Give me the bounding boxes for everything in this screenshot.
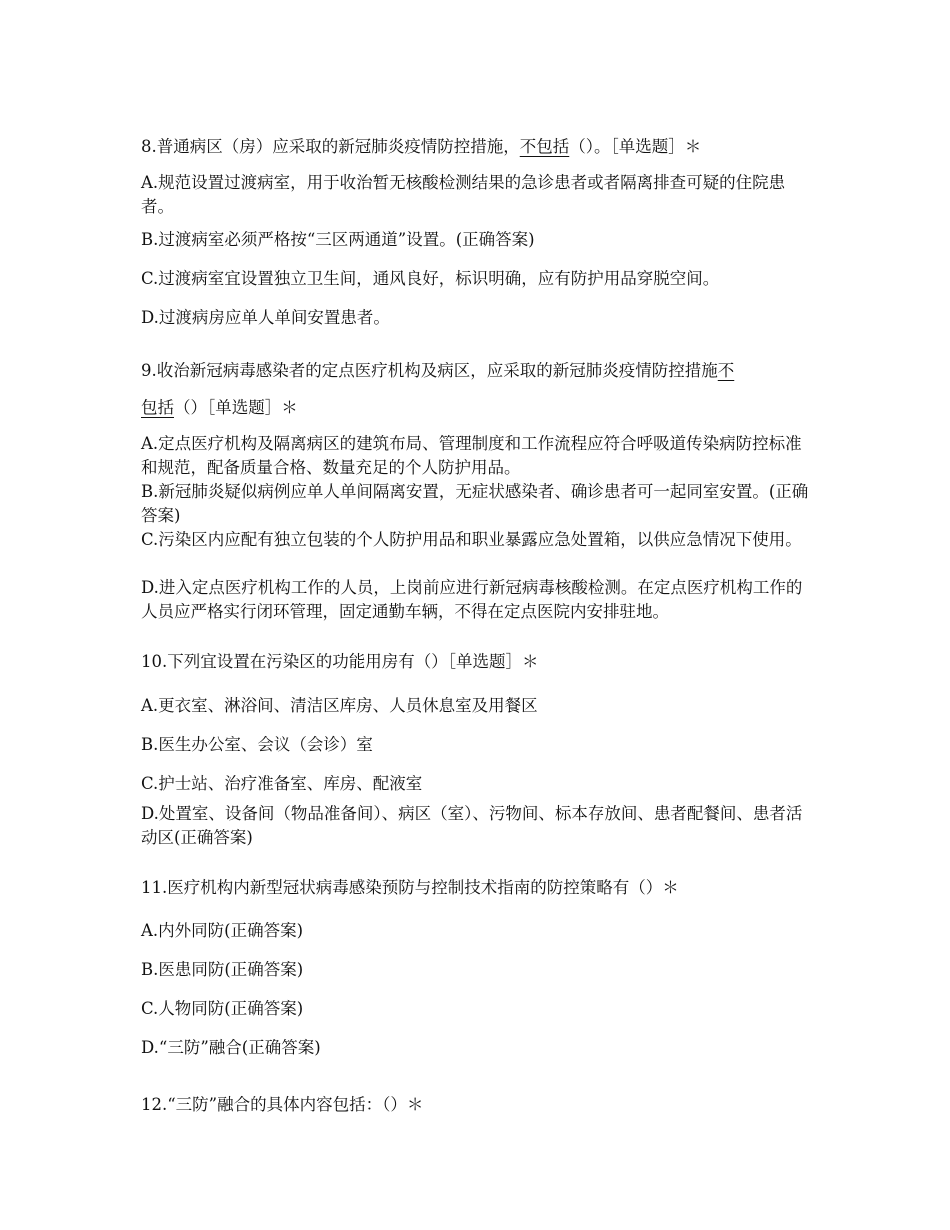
question-8-underlined-term: 不包括: [519, 137, 570, 156]
question-8-option-d: D.过渡病房应单人单间安置患者。: [141, 308, 390, 327]
question-10-option-c: C.护士站、治疗准备室、库房、配液室: [141, 774, 423, 793]
question-9-stem-suffix: （）［单选题］＊: [174, 398, 298, 417]
question-11-option-d: D.“三防”融合(正确答案): [141, 1038, 321, 1057]
question-9-option-b: B.新冠肺炎疑似病例应单人单间隔离安置，无症状感染者、确诊患者可一起同室安置。(正确答案): [141, 482, 809, 525]
question-8-option-c: C.过渡病室宜设置独立卫生间，通风良好，标识明确，应有防护用品穿脱空间。: [141, 269, 720, 288]
question-12-stem: 12.“三防”融合的具体内容包括：（）＊: [141, 1095, 424, 1114]
question-11-option-a: A.内外同防(正确答案): [141, 921, 304, 940]
question-11-option-c: C.人物同防(正确答案): [141, 999, 304, 1018]
question-9-option-a: A.定点医疗机构及隔离病区的建筑布局、管理制度和工作流程应符合呼吸道传染病防控标准和规范，配备质量合格、数量充足的个人防护用品。: [141, 434, 802, 477]
question-9-stem-line-2: [141, 396, 298, 420]
question-10-option-a: A.更衣室、淋浴间、清洁区库房、人员休息室及用餐区: [141, 696, 538, 715]
question-9-stem-line-1: [141, 359, 734, 383]
question-8-stem-prefix: 8.普通病区（房）应采取的新冠肺炎疫情防控措施，: [141, 137, 520, 156]
question-11-stem: 11.医疗机构内新型冠状病毒感染预防与控制技术指南的防控策略有（）＊: [141, 878, 679, 897]
question-10-option-d: D.处置室、设备间（物品准备间）、病区（室）、污物间、标本存放间、患者配餐间、患者活动区(正确答案): [141, 804, 803, 847]
question-9-option-d: D.进入定点医疗机构工作的人员，上岗前应进行新冠病毒核酸检测。在定点医疗机构工作的人员应严格实行闭环管理，固定通勤车辆，不得在定点医院内安排驻地。: [141, 578, 803, 621]
question-8-option-a: A.规范设置过渡病室，用于收治暂无核酸检测结果的急诊患者或者隔离排查可疑的住院患者。: [141, 173, 786, 216]
question-9-stem-prefix: 9.收治新冠病毒感染者的定点医疗机构及病区，应采取的新冠肺炎疫情防控措施: [141, 361, 718, 380]
question-9-underlined-term-1: 不: [717, 361, 735, 380]
question-9-underlined-term-2: 包括: [141, 398, 174, 417]
question-8-stem: [141, 135, 701, 159]
question-11-option-b: B.医患同防(正确答案): [141, 960, 304, 979]
question-8-option-b: B.过渡病室必须严格按“三区两通道”设置。(正确答案): [141, 230, 535, 249]
question-9-option-c: C.污染区内应配有独立包装的个人防护用品和职业暴露应急处置箱，以供应急情况下使用。: [141, 530, 802, 549]
question-10-option-b: B.医生办公室、会议（会诊）室: [141, 735, 373, 754]
question-8-stem-suffix: （）。［单选题］＊: [569, 137, 702, 156]
question-10-stem: 10.下列宜设置在污染区的功能用房有（）［单选题］＊: [141, 652, 539, 671]
